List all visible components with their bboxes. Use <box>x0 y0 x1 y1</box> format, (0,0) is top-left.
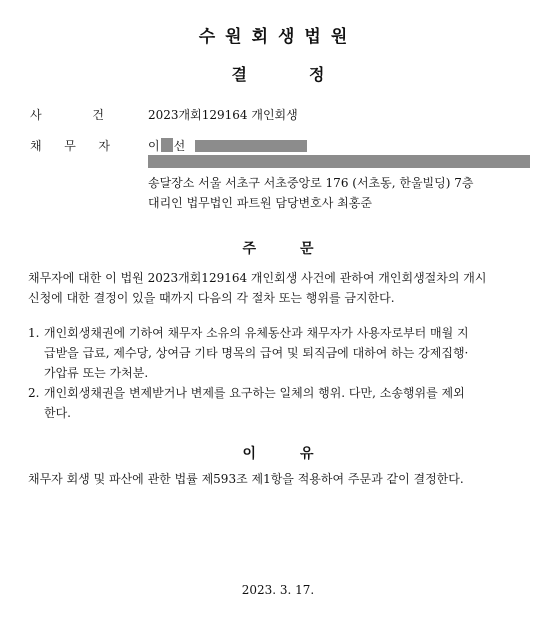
case-number: 2023개회129164 개인회생 <box>148 108 298 122</box>
debtor-label <box>30 137 110 154</box>
reason-text: 채무자 회생 및 파산에 관한 법률 제593조 제1항을 적용하여 주문과 같이 결정한다. <box>28 472 464 486</box>
order-item-1-number: 1. <box>28 326 40 340</box>
document-type: 결정 <box>231 65 387 84</box>
service-address: 송달장소 서울 서초구 서초중앙로 176 (서초동, 한울빌딩) 7층 <box>148 176 474 190</box>
order-title: 주문 <box>242 241 358 257</box>
reason-title: 이유 <box>242 446 358 462</box>
order-item-1-line-3: 가압류 또는 가처분. <box>44 366 149 380</box>
order-item-2-line-1: 개인회생채권을 변제받거나 변제를 요구하는 일체의 행위. 다만, 소송행위를 제외 <box>44 386 465 400</box>
label-char: 건 <box>92 108 104 122</box>
debtor-name-last: 선 <box>173 139 186 153</box>
redaction-bar <box>195 140 307 152</box>
debtor-name <box>148 137 307 154</box>
order-item-2-line-2: 한다. <box>44 406 71 420</box>
debtor-name-first: 이 <box>148 139 160 153</box>
label-char: 자 <box>98 139 110 153</box>
case-label <box>30 106 104 123</box>
order-item-2-number: 2. <box>28 386 40 400</box>
order-item-1-line-2: 급받을 급료, 제수당, 상여금 기타 명목의 급여 및 퇴직금에 대하여 하는 강제집행· <box>44 346 469 360</box>
label-char: 사 <box>30 108 42 122</box>
label-char: 채 <box>30 139 42 153</box>
order-intro-line-2: 신청에 대한 결정이 있을 때까지 다음의 각 절차 또는 행위를 금지한다. <box>28 291 395 305</box>
agent-info: 대리인 법무법인 파트원 담당변호사 최홍준 <box>148 196 372 210</box>
label-char: 무 <box>64 139 76 153</box>
order-intro-line-1: 채무자에 대한 이 법원 2023개회129164 개인회생 사건에 관하여 개인회생절차의 개시 <box>28 271 487 285</box>
court-name: 수원회생법원 <box>198 27 358 47</box>
order-item-1-line-1: 개인회생채권에 기하여 채무자 소유의 유체동산과 채무자가 사용자로부터 매월 지 <box>44 326 469 340</box>
decision-date: 2023. 3. 17. <box>241 583 315 597</box>
redaction-bar <box>161 138 173 152</box>
redaction-bar-address <box>148 155 530 168</box>
